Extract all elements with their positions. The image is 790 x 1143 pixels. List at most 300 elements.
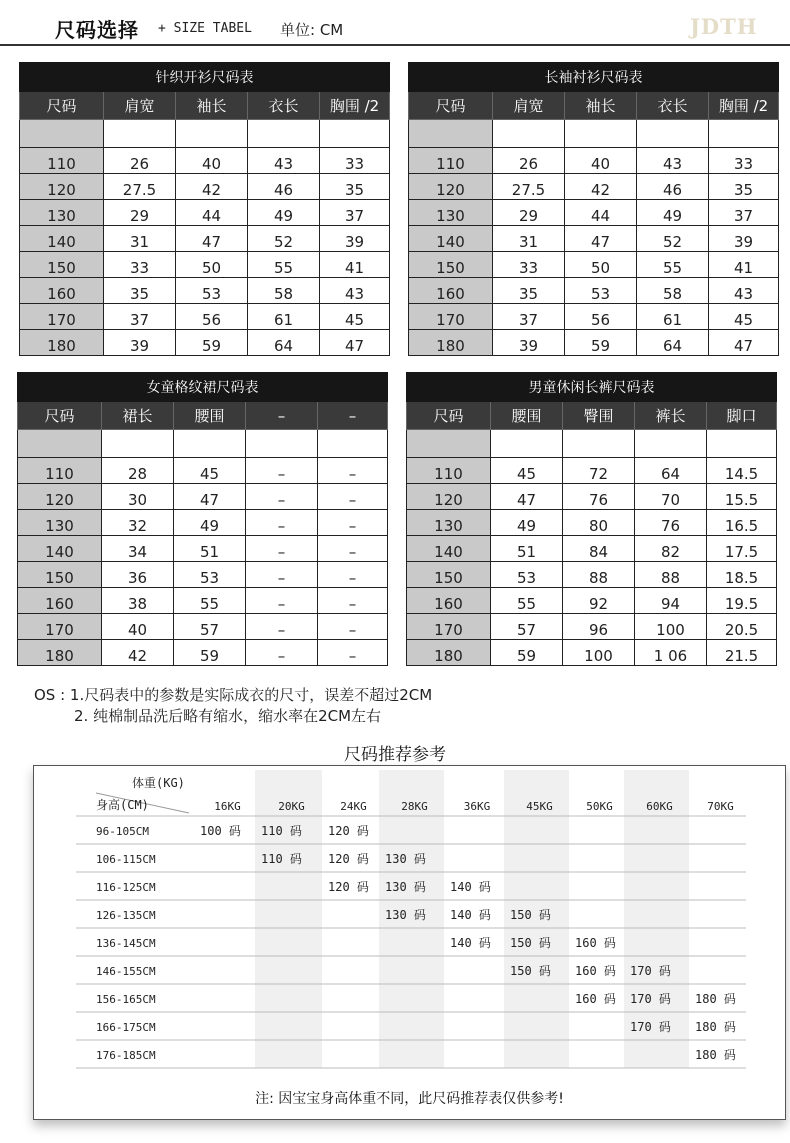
table-cell: 26 (493, 148, 565, 174)
table-header-row (407, 402, 777, 430)
size-cell: 130 (407, 510, 491, 536)
table-cell: 31 (493, 226, 565, 252)
recommend-title: 尺码推荐参考 (344, 745, 446, 765)
table-cell: 55 (248, 252, 320, 278)
table-cell (709, 120, 779, 148)
table-row (18, 536, 388, 562)
table-row (407, 458, 777, 484)
table-cell: 53 (491, 562, 563, 588)
table-row (18, 562, 388, 588)
table-cell: – (246, 562, 318, 588)
size-recommendation: 160 码 (575, 992, 616, 1006)
height-label: 166-175CM (96, 1021, 156, 1034)
table-cell: 82 (635, 536, 707, 562)
table-row (409, 330, 779, 356)
size-cell: 110 (18, 458, 102, 484)
table-row (407, 510, 777, 536)
recommend-note: 注: 因宝宝身高体重不同，此尺码推荐表仅供参考! (255, 1091, 564, 1107)
size-cell: 140 (20, 226, 104, 252)
weight-label: 36KG (463, 800, 491, 813)
table-cell: 16.5 (707, 510, 777, 536)
table-cell: 59 (174, 640, 246, 666)
table-cell: 49 (491, 510, 563, 536)
table-cell: 51 (174, 536, 246, 562)
table-cell: 64 (635, 458, 707, 484)
table-cell: 45 (709, 304, 779, 330)
table-cell: 26 (104, 148, 176, 174)
table-cell: 44 (176, 200, 248, 226)
table-cell: 37 (709, 200, 779, 226)
unit-label: 单位: CM (280, 21, 344, 39)
table-header-cell: – (318, 402, 388, 430)
weight-label: 20KG (278, 800, 305, 813)
size-cell: 110 (407, 458, 491, 484)
table-cell (491, 430, 563, 458)
table-header-row (18, 402, 388, 430)
height-label: 106-115CM (96, 853, 156, 866)
table-caption: 长袖衬衫尺码表 (409, 63, 779, 92)
table-cell: 49 (248, 200, 320, 226)
table-row (20, 148, 390, 174)
size-recommendation: 140 码 (450, 936, 491, 950)
size-recommendation: 180 码 (695, 1020, 736, 1034)
height-axis-label: 身高(CM) (96, 798, 149, 812)
table-row (407, 614, 777, 640)
table-cell: 53 (174, 562, 246, 588)
table-cell (637, 120, 709, 148)
size-cell: 150 (18, 562, 102, 588)
table-cell: 33 (104, 252, 176, 278)
size-table-skirt (17, 372, 388, 666)
table-cell: 15.5 (707, 484, 777, 510)
height-label: 176-185CM (96, 1049, 156, 1062)
size-recommendation: 160 码 (575, 964, 616, 978)
table-cell: 53 (176, 278, 248, 304)
table-cell: 46 (637, 174, 709, 200)
table-row (409, 226, 779, 252)
table-cell (493, 120, 565, 148)
table-blank-row (407, 430, 777, 458)
table-row (407, 588, 777, 614)
table-cell (248, 120, 320, 148)
table-cell: 37 (104, 304, 176, 330)
table-cell: – (246, 484, 318, 510)
table-cell: – (246, 588, 318, 614)
table-row (18, 484, 388, 510)
table-header-cell: 腰围 (491, 402, 563, 430)
size-table-pants (406, 372, 777, 666)
table-cell: 47 (565, 226, 637, 252)
table-cell: 35 (104, 278, 176, 304)
table-cell: 64 (637, 330, 709, 356)
table-cell: 96 (563, 614, 635, 640)
table-cell: 35 (320, 174, 390, 200)
weight-label: 45KG (526, 800, 553, 813)
size-recommendation: 180 码 (695, 992, 736, 1006)
table-cell: 76 (563, 484, 635, 510)
table-cell: 29 (104, 200, 176, 226)
size-cell: 170 (18, 614, 102, 640)
table-cell: 45 (320, 304, 390, 330)
table-cell: 56 (176, 304, 248, 330)
table-cell: 52 (248, 226, 320, 252)
table-row (409, 278, 779, 304)
table-header-cell: 脚口 (707, 402, 777, 430)
table-cell: 84 (563, 536, 635, 562)
table-header-cell: 胸围 /2 (320, 92, 390, 120)
table-blank-row (20, 120, 390, 148)
table-cell: 33 (320, 148, 390, 174)
table-cell: 39 (320, 226, 390, 252)
table-cell: 32 (102, 510, 174, 536)
table-cell: – (318, 484, 388, 510)
table-cell: 100 (563, 640, 635, 666)
size-cell: 130 (409, 200, 493, 226)
table-cell: 37 (493, 304, 565, 330)
table-cell: 34 (102, 536, 174, 562)
table-cell: 58 (637, 278, 709, 304)
table-cell: 52 (637, 226, 709, 252)
table-cell: 57 (174, 614, 246, 640)
size-recommendation: 120 码 (328, 824, 369, 838)
table-cell (565, 120, 637, 148)
recommend-panel (33, 765, 786, 1120)
table-cell: 41 (709, 252, 779, 278)
table-cell: 43 (248, 148, 320, 174)
table-caption: 男童休闲长裤尺码表 (407, 373, 777, 402)
size-recommendation: 120 码 (328, 880, 369, 894)
table-cell (102, 430, 174, 458)
size-recommendation: 100 码 (200, 824, 241, 838)
size-cell: 180 (409, 330, 493, 356)
height-label: 136-145CM (96, 937, 156, 950)
table-cell: 40 (565, 148, 637, 174)
size-cell: 180 (407, 640, 491, 666)
table-cell (635, 430, 707, 458)
brand-logo: JDTH (690, 14, 758, 39)
table-header-cell: 尺码 (409, 92, 493, 120)
table-cell: 21.5 (707, 640, 777, 666)
table-cell (104, 120, 176, 148)
table-cell: – (318, 614, 388, 640)
table-cell: 49 (174, 510, 246, 536)
table-row (407, 640, 777, 666)
table-header-cell: 衣长 (248, 92, 320, 120)
table-cell: 27.5 (104, 174, 176, 200)
table-row (20, 252, 390, 278)
size-recommendation: 150 码 (510, 936, 551, 950)
weight-axis-label: 体重(KG) (132, 776, 185, 790)
table-cell: 46 (248, 174, 320, 200)
table-caption: 女童格纹裙尺码表 (18, 373, 388, 402)
table-header-row (20, 92, 390, 120)
table-cell: 57 (491, 614, 563, 640)
table-cell: 40 (176, 148, 248, 174)
table-cell: – (246, 510, 318, 536)
table-cell: 43 (709, 278, 779, 304)
size-cell: 110 (20, 148, 104, 174)
weight-label: 24KG (340, 800, 367, 813)
table-cell: 1 06 (635, 640, 707, 666)
table-cell (320, 120, 390, 148)
size-table-shirt (408, 62, 779, 356)
size-recommendation: 130 码 (385, 880, 426, 894)
table-cell: 37 (320, 200, 390, 226)
table-cell: 88 (635, 562, 707, 588)
table-cell: 45 (174, 458, 246, 484)
height-label: 146-155CM (96, 965, 156, 978)
size-cell: 140 (409, 226, 493, 252)
table-cell: 58 (248, 278, 320, 304)
height-label: 96-105CM (96, 825, 149, 838)
header-divider (0, 44, 790, 46)
weight-label: 60KG (646, 800, 673, 813)
table-blank-row (18, 430, 388, 458)
size-recommendation: 130 码 (385, 908, 426, 922)
table-row (18, 588, 388, 614)
table-header-cell: 裙长 (102, 402, 174, 430)
table-row (18, 640, 388, 666)
table-cell: 42 (176, 174, 248, 200)
table-cell: 59 (491, 640, 563, 666)
table-header-cell: 胸围 /2 (709, 92, 779, 120)
table-cell (409, 120, 493, 148)
size-cell: 110 (409, 148, 493, 174)
size-cell: 150 (407, 562, 491, 588)
table-cell: – (318, 562, 388, 588)
table-cell: 39 (104, 330, 176, 356)
table-cell: 94 (635, 588, 707, 614)
table-header-cell: 尺码 (20, 92, 104, 120)
table-cell: – (318, 458, 388, 484)
table-cell: 55 (637, 252, 709, 278)
table-row (20, 304, 390, 330)
weight-label: 28KG (401, 800, 428, 813)
table-cell (407, 430, 491, 458)
table-cell: 92 (563, 588, 635, 614)
table-cell: 42 (565, 174, 637, 200)
table-cell: 33 (709, 148, 779, 174)
size-cell: 120 (20, 174, 104, 200)
table-cell: 27.5 (493, 174, 565, 200)
table-cell: 61 (637, 304, 709, 330)
size-cell: 180 (20, 330, 104, 356)
table-cell: – (246, 458, 318, 484)
table-cell: 47 (709, 330, 779, 356)
table-cell: 88 (563, 562, 635, 588)
height-label: 126-135CM (96, 909, 156, 922)
table-row (20, 278, 390, 304)
table-cell (174, 430, 246, 458)
table-cell: 42 (102, 640, 174, 666)
table-cell: 47 (174, 484, 246, 510)
table-cell: 55 (491, 588, 563, 614)
table-header-cell: 袖长 (176, 92, 248, 120)
table-blank-row (409, 120, 779, 148)
table-cell (563, 430, 635, 458)
table-header-cell: 腰围 (174, 402, 246, 430)
table-cell: 31 (104, 226, 176, 252)
table-header-cell: 肩宽 (493, 92, 565, 120)
size-cell: 160 (407, 588, 491, 614)
table-cell (707, 430, 777, 458)
note-line-1: OS : 1.尺码表中的参数是实际成衣的尺寸，误差不超过2CM (34, 686, 433, 704)
size-recommendation: 110 码 (261, 824, 302, 838)
table-row (409, 252, 779, 278)
table-row (407, 536, 777, 562)
table-cell: 50 (565, 252, 637, 278)
size-recommendation: 180 码 (695, 1048, 736, 1062)
table-cell: 59 (565, 330, 637, 356)
size-recommendation: 160 码 (575, 936, 616, 950)
table-cell: 70 (635, 484, 707, 510)
table-row (18, 458, 388, 484)
table-cell (176, 120, 248, 148)
size-recommendation: 150 码 (510, 908, 551, 922)
page-title: 尺码选择 (55, 18, 139, 42)
table-cell: 44 (565, 200, 637, 226)
table-row (409, 174, 779, 200)
table-cell: 64 (248, 330, 320, 356)
table-caption-row (18, 373, 388, 402)
size-cell: 180 (18, 640, 102, 666)
table-cell (20, 120, 104, 148)
table-cell: – (246, 640, 318, 666)
table-cell: 20.5 (707, 614, 777, 640)
table-row (409, 304, 779, 330)
table-row (409, 148, 779, 174)
size-cell: 140 (18, 536, 102, 562)
table-cell: 51 (491, 536, 563, 562)
table-cell: 36 (102, 562, 174, 588)
size-recommendation: 150 码 (510, 964, 551, 978)
weight-label: 16KG (214, 800, 241, 813)
table-row (407, 562, 777, 588)
size-cell: 150 (409, 252, 493, 278)
table-header-cell: 裤长 (635, 402, 707, 430)
table-header-cell: 衣长 (637, 92, 709, 120)
table-cell: 40 (102, 614, 174, 640)
table-header-cell: 尺码 (18, 402, 102, 430)
table-cell: 35 (709, 174, 779, 200)
table-cell: 55 (174, 588, 246, 614)
table-header-row (409, 92, 779, 120)
table-cell: 100 (635, 614, 707, 640)
table-cell: – (318, 536, 388, 562)
table-cell: 49 (637, 200, 709, 226)
table-cell: 50 (176, 252, 248, 278)
table-cell: 18.5 (707, 562, 777, 588)
table-row (409, 200, 779, 226)
size-recommendation: 170 码 (630, 964, 671, 978)
size-cell: 150 (20, 252, 104, 278)
table-cell: – (318, 510, 388, 536)
size-cell: 120 (409, 174, 493, 200)
size-recommendation: 170 码 (630, 992, 671, 1006)
table-caption-row (20, 63, 390, 92)
table-row (20, 330, 390, 356)
table-cell: 47 (176, 226, 248, 252)
table-row (407, 484, 777, 510)
table-cell: 61 (248, 304, 320, 330)
note-line-2: 2. 纯棉制品洗后略有缩水，缩水率在2CM左右 (74, 707, 382, 725)
table-cell: 19.5 (707, 588, 777, 614)
table-caption-row (407, 373, 777, 402)
table-cell (318, 430, 388, 458)
table-cell: 41 (320, 252, 390, 278)
table-cell: 39 (493, 330, 565, 356)
table-cell (246, 430, 318, 458)
size-cell: 160 (18, 588, 102, 614)
table-cell: 14.5 (707, 458, 777, 484)
size-recommendation: 130 码 (385, 852, 426, 866)
size-cell: 170 (407, 614, 491, 640)
table-cell: 43 (637, 148, 709, 174)
table-row (20, 174, 390, 200)
table-cell: 59 (176, 330, 248, 356)
table-cell: 35 (493, 278, 565, 304)
table-cell: 47 (320, 330, 390, 356)
table-cell: 29 (493, 200, 565, 226)
table-header-cell: 袖长 (565, 92, 637, 120)
table-cell: 76 (635, 510, 707, 536)
table-row (20, 226, 390, 252)
size-recommendation: 170 码 (630, 1020, 671, 1034)
table-cell: 72 (563, 458, 635, 484)
size-recommendation: 110 码 (261, 852, 302, 866)
table-cell: – (246, 536, 318, 562)
size-cell: 130 (18, 510, 102, 536)
table-cell: – (246, 614, 318, 640)
weight-label: 70KG (707, 800, 734, 813)
table-row (18, 510, 388, 536)
table-header-cell: 尺码 (407, 402, 491, 430)
table-cell (18, 430, 102, 458)
table-caption-row (409, 63, 779, 92)
size-recommendation: 140 码 (450, 880, 491, 894)
size-recommendation: 140 码 (450, 908, 491, 922)
size-cell: 120 (407, 484, 491, 510)
weight-label: 50KG (586, 800, 613, 813)
size-cell: 140 (407, 536, 491, 562)
size-cell: 170 (20, 304, 104, 330)
size-cell: 160 (409, 278, 493, 304)
table-header-cell: 肩宽 (104, 92, 176, 120)
size-cell: 130 (20, 200, 104, 226)
size-table-cardigan (19, 62, 390, 356)
table-header-cell: 臀围 (563, 402, 635, 430)
table-cell: 33 (493, 252, 565, 278)
table-row (18, 614, 388, 640)
page-subtitle: + SIZE TABEL (158, 21, 252, 36)
table-cell: 47 (491, 484, 563, 510)
size-cell: 170 (409, 304, 493, 330)
table-header-cell: – (246, 402, 318, 430)
size-cell: 160 (20, 278, 104, 304)
table-row (20, 200, 390, 226)
column-shade (255, 770, 322, 1068)
table-cell: 56 (565, 304, 637, 330)
table-cell: 43 (320, 278, 390, 304)
table-cell: 45 (491, 458, 563, 484)
table-cell: 28 (102, 458, 174, 484)
height-label: 156-165CM (96, 993, 156, 1006)
table-cell: 30 (102, 484, 174, 510)
size-cell: 120 (18, 484, 102, 510)
page-header (0, 0, 790, 46)
table-cell: – (318, 588, 388, 614)
table-cell: 53 (565, 278, 637, 304)
